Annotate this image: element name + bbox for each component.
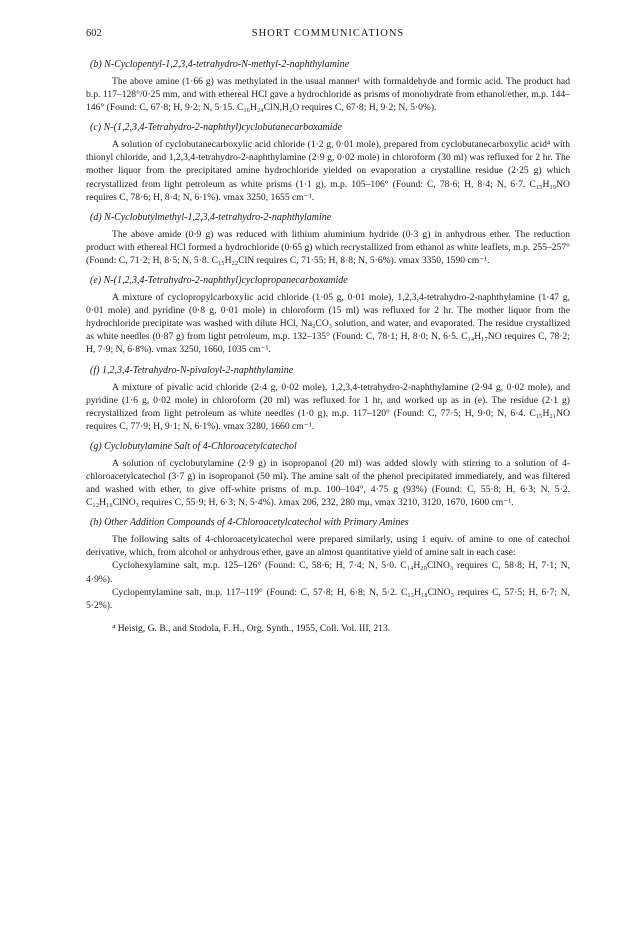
section-paragraph: A mixture of pivalic acid chloride (2·4 g, 0·02 mole), 1,2,3,4-tetrahydro-2-naphthylamine (2·94 g, 0·02 mole), and pyridine (1·6 g, 0·02 mole) in chloroform (20 ml) was refluxed for 1 hr, and worked up as in (e). The residue (2·1 g) recrystallized from light petroleum as white needles (1·0 g), m.p. 117–120° (Found: C, 77·5; H, 9·0; N, 6·4. C₁₅H₂₁NO requires C, 77·9; H, 9·1; N, 6·1%). νmax 3280, 1660 cm⁻¹.: [86, 381, 570, 432]
section-paragraph: A solution of cyclobutanecarboxylic acid chloride (1·2 g, 0·01 mole), prepared from cyclobutanecarboxylic acid⁴ with thionyl chloride, and 1,2,3,4-tetrahydro-2-naphthylamine (2·9 g, 0·02 mole) in chloroform (30 ml) was refluxed for 2 hr. The mother liquor from the precipitated amine hydrochloride yielded on evaporation a crystalline residue (2·25 g) which recrystallized from light petroleum as white prisms (1·1 g), m.p. 105–106° (Found: C, 78·6; H, 8·4; N, 6·7. C₁₅H₁₉NO requires C, 78·6; H, 8·4; N, 6·1%). νmax 3250, 1655 cm⁻¹.: [86, 139, 570, 203]
section-label: (b): [90, 59, 102, 70]
section-title: [90, 364, 570, 377]
section-paragraph: The above amide (0·9 g) was reduced with lithium aluminium hydride (0·3 g) in anhydrous ether. The reduction product with ethereal HCl formed a hydrochloride (0·65 g) which recrystallized from ethanol as white leaflets, m.p. 255–257° (Found: C, 71·2; H, 8·5; N, 5·8. C₁₅H₂₂ClN requires C, 71·55; H, 8·8; N, 5·6%). νmax 3350, 1590 cm⁻¹.: [86, 228, 570, 266]
section-paragraph: A solution of cyclobutylamine (2·9 g) in isopropanol (20 ml) was added slowly with stirring to a solution of 4-chloroacetylcatechol (3·7 g) in isopropanol (50 ml). The amine salt of the phenol precipitated immediately, and was filtered and washed with ether, to give off-white prisms of m.p. 100–104°, 4·75 g (93%) (Found: C, 55·8; H, 6·3; N, 5·2. C₁₂H₁₆ClNO₃ requires C, 55·9; H, 6·3; N, 5·4%). λmax 206, 232, 280 mμ, νmax 3210, 3120, 1670, 1600 cm⁻¹.: [86, 457, 570, 509]
running-title: SHORT COMMUNICATIONS: [251, 28, 405, 39]
section-title: [90, 440, 570, 453]
section-title: [90, 274, 570, 287]
section-g: [86, 440, 570, 509]
section-heading: Cyclobutylamine Salt of 4-Chloroacetylcatechol: [104, 440, 297, 452]
section-b: [86, 58, 570, 114]
section-f: [86, 364, 570, 433]
section-paragraph: The following salts of 4-chloroacetylcatechol were prepared similarly, using 1 equiv. of amine to one of catechol derivative, which, from alcohol or anhydrous ether, gave an almost quantitative yield of amine salt in each case:: [86, 534, 570, 559]
section-c: [86, 121, 570, 203]
section-label: (d): [90, 211, 102, 223]
section-label: (e): [90, 275, 102, 287]
section-title: [90, 516, 570, 529]
section-heading: Other Addition Compounds of 4-Chloroacetylcatechol with Primary Amines: [104, 517, 409, 529]
section-paragraph: Cyclohexylamine salt, m.p. 125–126° (Found: C, 58·6; H, 7·4; N, 5·0. C₁₄H₂₀ClNO₃ requires C, 58·8; H, 7·1; N, 4·9%).: [86, 560, 570, 585]
section-title: [90, 58, 570, 71]
section-title: [90, 211, 570, 224]
section-h: [86, 516, 570, 612]
section-d: [86, 211, 570, 267]
section-heading: 1,2,3,4-Tetrahydro-N-pivaloyl-2-naphthylamine: [101, 364, 294, 376]
section-label: (c): [90, 122, 102, 134]
section-heading: N-Cyclopentyl-1,2,3,4-tetrahydro-N-methyl-2-naphthylamine: [104, 59, 350, 70]
page-header: [86, 28, 570, 48]
section-e: [86, 274, 570, 356]
page-number: 602: [86, 28, 102, 39]
section-paragraph: The above amine (1·66 g) was methylated in the usual manner¹ with formaldehyde and formic acid. The product had b.p. 117–128°/0·25 mm, and with ethereal HCl gave a hydrochloride as prisms of monohydrate from ethanol/ether, m.p. 144–146° (Found: C, 67·8; H, 9·2; N, 5·15. C₁₆H₂₄ClN,H₂O requires C, 67·8; H, 9·2; N, 5·0%).: [86, 76, 570, 114]
section-heading: N-(1,2,3,4-Tetrahydro-2-naphthyl)cyclobutanecarboxamide: [103, 122, 342, 134]
journal-page: [86, 28, 570, 644]
section-paragraph: Cyclopentylamine salt, m.p. 117–119° (Found: C, 57·8; H, 6·8; N, 5·2. C₁₃H₁₈ClNO₃ requires C, 57·5; H, 6·7; N, 5·2%).: [86, 586, 570, 611]
section-title: [90, 121, 570, 134]
section-paragraph: A mixture of cyclopropylcarboxylic acid chloride (1·05 g, 0·01 mole), 1,2,3,4-tetrahydro-2-naphthylamine (1·47 g, 0·01 mole) and pyridine (0·8 g, 0·01 mole) in chloroform (15 ml) was refluxed for 2 hr. The mother liquor from the hydrochloride precipitate was washed with dilute HCl, Na₂CO₃ solution, and water, and evaporated. The residue crystallized as white needles (0·87 g) from light petroleum, m.p. 132–135° (Found: C, 78·1; H, 8·0; N, 6·5. C₁₄H₁₇NO requires C, 78·2; H, 7·9; N, 6·8%). νmax 3250, 1660, 1035 cm⁻¹.: [86, 292, 570, 356]
section-label: (h): [90, 517, 102, 529]
section-heading: N-(1,2,3,4-Tetrahydro-2-naphthyl)cyclopropanecarboxamide: [103, 275, 348, 287]
section-label: (g): [90, 440, 102, 452]
footnote: ⁴ Heisig, G. B., and Stodola, F. H., Org. Synth., 1955, Coll. Vol. III, 213.: [112, 622, 391, 634]
section-label: (f): [90, 364, 100, 376]
section-heading: N-Cyclobutylmethyl-1,2,3,4-tetrahydro-2-naphthylamine: [104, 211, 332, 223]
